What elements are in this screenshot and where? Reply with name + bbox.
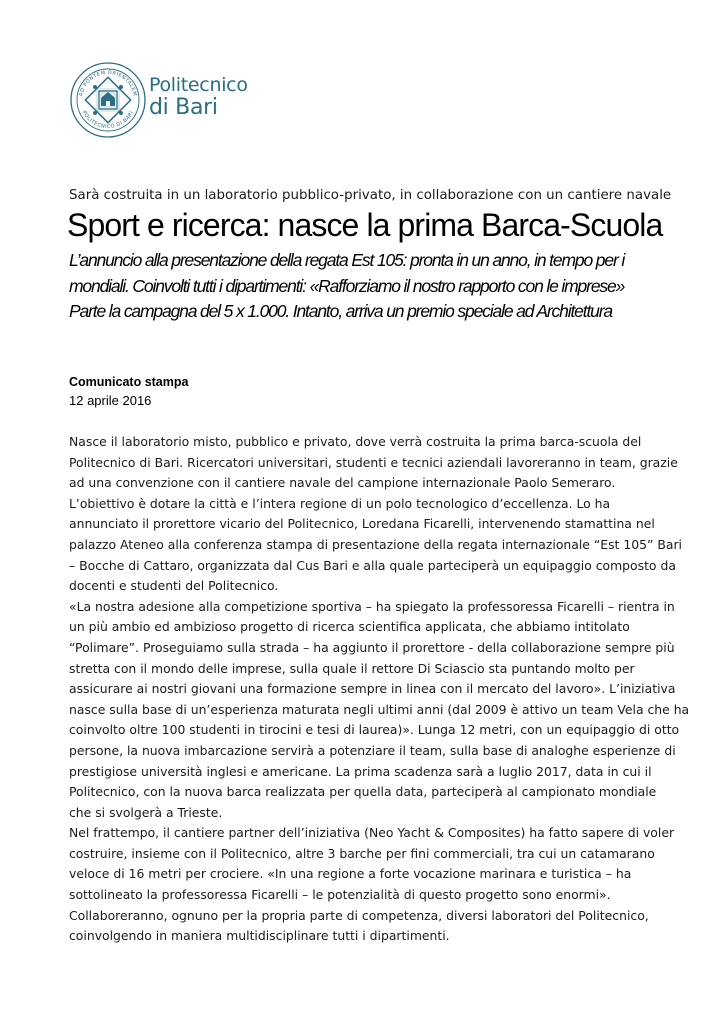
svg-text:AD PONTEM ORIENTALEM: AD PONTEM ORIENTALEM [78, 69, 138, 97]
svg-text:POLITECNICO DI BARI: POLITECNICO DI BARI [80, 109, 136, 131]
body-line: Nel frattempo, il cantiere partner dell’iniziativa (Neo Yacht & Composites) ha fatto sapere di voler [69, 825, 675, 841]
body-line: prestigiose università inglesi e americane. La prima scadenza sarà a luglio 2017, data in cui il [69, 763, 652, 779]
body-line: costruire, insieme con il Politecnico, altre 3 barche per fini commerciali, tra cui un catamarano [69, 845, 655, 861]
subtitle-line: mondiali. Coinvolti tutti i dipartimenti: «Rafforziamo il nostro rapporto con le imprese» [69, 275, 625, 296]
press-release-date: 12 aprile 2016 [69, 393, 152, 408]
body-line: sottolineato la professoressa Ficarelli – le potenzialità di questo progetto sono enormi». [69, 887, 611, 903]
subtitle-line: Parte la campagna del 5 x 1.000. Intanto, arriva un premio speciale ad Architettura [69, 301, 613, 321]
body-line: che si svolgerà a Trieste. [69, 804, 223, 820]
politecnico-logo [68, 60, 258, 140]
body-line: persone, la nuova imbarcazione servirà a potenziare il team, sulla base di analoghe esperienze di [69, 742, 676, 758]
body-line: stretta con il mondo delle imprese, sulla quale il rettore Di Sciascio sta puntando molto per [69, 660, 635, 676]
body-line: «La nostra adesione alla competizione sportiva – ha spiegato la professoressa Ficarelli – rientra in [69, 598, 675, 614]
body-line: Politecnico, con la nuova barca realizzata per quella data, parteciperà al campionato mondiale [69, 784, 657, 800]
article-body [69, 432, 690, 947]
body-line: nasce sulla base di un’esperienza maturata negli ultimi anni (dal 2009 è attivo un team Vela che ha [69, 701, 690, 717]
body-line: Politecnico di Bari. Ricercatori universitari, studenti e tecnici aziendali lavoreranno in team, grazie [69, 454, 678, 470]
logo-name-line2: di Bari [149, 95, 218, 120]
logo-name-line1: Politecnico [149, 74, 248, 96]
body-line: ad una convenzione con il cantiere navale del campione internazionale Paolo Semeraro. [69, 475, 616, 491]
body-line: palazzo Ateneo alla conferenza stampa di presentazione della regata internazionale “Est 105” Bari [69, 536, 682, 552]
university-seal-icon [68, 60, 148, 140]
body-line: L’obiettivo è dotare la città e l’intera regione di un polo tecnologico d’eccellenza. Lo ha [69, 495, 611, 511]
body-line: veloce di 16 metri per crociere. «In una regione a forte vocazione marinara e turistica – ha [69, 866, 632, 882]
body-line: coinvolgendo in maniera multidisciplinare tutti i dipartimenti. [69, 928, 450, 944]
body-line: assicurare ai nostri giovani una formazione sempre in linea con il mercato del lavoro». L’iniziativa [69, 681, 676, 697]
body-line: annunciato il prorettore vicario del Politecnico, Loredana Ficarelli, intervenendo stamattina nel [69, 516, 655, 532]
body-line: “Polimare”. Proseguiamo sulla strada – ha aggiunto il prorettore - della collaborazione sempre più [69, 639, 675, 655]
body-line: coinvolto oltre 100 studenti in tirocini e tesi di laurea)». Lunga 12 metri, con un equipaggio di otto [69, 722, 680, 738]
body-line: un più ambio ed ambizioso progetto di ricerca scientifica applicata, che abbiamo intitolato [69, 619, 630, 635]
subtitle [69, 248, 624, 325]
subtitle-line: L’annuncio alla presentazione della regata Est 105: pronta in un anno, in tempo per i [69, 250, 625, 270]
body-line: Nasce il laboratorio misto, pubblico e privato, dove verrà costruita la prima barca-scuola del [69, 434, 642, 449]
press-release-label: Comunicato stampa [69, 375, 189, 389]
body-line: Collaboreranno, ognuno per la propria parte di competenza, diversi laboratori del Politecnico, [69, 907, 649, 923]
page-title: Sport e ricerca: nasce la prima Barca-Scuola [67, 207, 663, 243]
body-line: docenti e studenti del Politecnico. [69, 578, 279, 594]
body-line: – Bocche di Cattaro, organizzata dal Cus Bari e alla quale parteciperà un equipaggio composto da [69, 557, 676, 573]
kicker: Sarà costruita in un laboratorio pubblico-privato, in collaborazione con un cantiere navale [69, 188, 672, 203]
